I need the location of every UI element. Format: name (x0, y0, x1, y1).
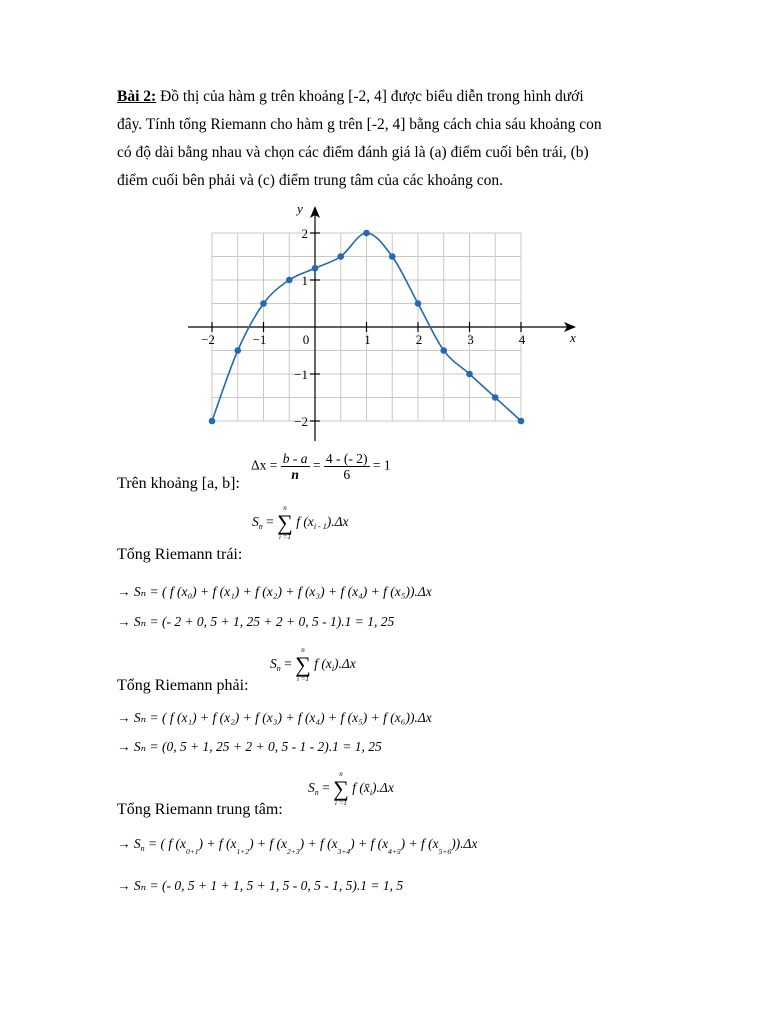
sum-body-sub: i (331, 664, 335, 674)
interval-label: Trên khoảng [a, b]: (117, 475, 240, 492)
problem-line-4: điểm cuối bên phải và (c) điểm trung tâm của các khoảng con. (117, 172, 504, 189)
sigma-symbol: n ∑ i =1 (277, 504, 293, 541)
curve-point (518, 418, 525, 425)
x-tick-label: 2 (415, 332, 423, 347)
right-sum-line-1: → Sₙ = ( f (x₁) + f (x₂) + f (x₃) + f (x₄) + f (x₅) + f (x₆)).Δx (117, 710, 432, 725)
sum-s: S (252, 514, 259, 530)
left-sum-line-1: → Sₙ = ( f (x₀) + f (x₁) + f (x₂) + f (x₃) + f (x₄) + f (x₅)).Δx (117, 584, 432, 599)
sum-s-sub: n (314, 788, 319, 798)
curve-point (260, 300, 267, 307)
y-axis-label: y (297, 201, 303, 216)
sigma-symbol: n ∑ i =1 (333, 770, 349, 807)
sigma-symbol: n ∑ i =1 (295, 646, 311, 683)
x-tick-label: 4 (518, 332, 526, 347)
sum-body-sub: i (369, 788, 373, 798)
sum-s-sub: n (276, 664, 281, 674)
x-tick-label: 1 (364, 332, 371, 347)
sum-body-tail: ).Δx (372, 780, 394, 796)
dx-result: = 1 (372, 457, 391, 473)
sum-s: S (308, 780, 315, 796)
curve-point (337, 253, 344, 260)
curve-point (466, 371, 473, 378)
mid-arg-2: 2+3 (287, 847, 300, 856)
problem-line-3: có độ dài bằng nhau và chọn các điểm đánh giá là (a) điểm cuối bên trái, (b) (117, 144, 589, 161)
right-sum-line-2: → Sₙ = (0, 5 + 1, 25 + 2 + 0, 5 - 1 - 2).1 = 1, 25 (117, 739, 382, 754)
curve-point (234, 347, 241, 354)
curve-point (492, 394, 499, 401)
sigma-top: n (283, 504, 287, 512)
dx-denominator: n (291, 467, 299, 482)
right-sum-formula: $S_n$ = n ∑ i =1 f $(x_i).\Delta x$ (270, 646, 356, 683)
right-sum-heading: Tổng Riemann phải: (117, 677, 249, 694)
mid-arg-1: 1+2 (236, 847, 250, 856)
sigma-top: n (301, 646, 305, 654)
left-sum-formula: $S_n$ = n ∑ i =1 f $(x_{i - 1}).\Delta x$ (252, 504, 349, 541)
sum-body: f (x (296, 514, 314, 530)
problem-statement (117, 83, 677, 195)
x-tick-label: −2 (201, 332, 215, 347)
x-tick-label: 3 (467, 332, 474, 347)
curve-point (415, 300, 422, 307)
y-tick-label: −2 (294, 414, 308, 429)
graph-axes (188, 206, 576, 441)
mid-sum-formula: $S_n$ = n ∑ i =1 f $(x̄_i).\Delta x$ (308, 770, 394, 807)
y-tick-label: 1 (301, 273, 308, 288)
y-tick-label: 2 (301, 226, 308, 241)
curve-point (312, 265, 319, 272)
dx-fraction-2 (324, 451, 370, 482)
delta-x-formula (251, 451, 391, 482)
sum-body-sub: i - 1 (313, 522, 327, 532)
sum-body-tail: ).Δx (334, 656, 356, 672)
problem-line-2: đây. Tính tổng Riemann cho hàm g trên [-2, 4] bằng cách chia sáu khoảng con (117, 116, 602, 133)
problem-label: Bài 2: (117, 88, 157, 105)
mid-arg-0: 0+1 (185, 847, 199, 856)
problem-line-1: Đồ thị của hàm g trên khoảng [-2, 4] được biểu diễn trong hình dưới (156, 88, 584, 105)
curve-point (363, 230, 370, 237)
mid-sum-line-2: → Sₙ = (- 0, 5 + 1 + 1, 5 + 1, 5 - 0, 5 - 1, 5).1 = 1, 5 (117, 878, 404, 893)
dx-fraction-1 (281, 451, 310, 482)
sigma-bottom: i =1 (297, 675, 309, 683)
x-tick-label: −1 (252, 332, 267, 347)
left-sum-heading: Tổng Riemann trái: (117, 546, 243, 563)
sum-body: f (x (314, 656, 332, 672)
sigma-bottom: i =1 (335, 799, 347, 807)
sum-body: f (x̄ (352, 780, 370, 796)
mid-arg-5: 5+6 (438, 847, 452, 856)
mid-sum-line-1: → $S_n$ = ( f $(x_{0+1}) + f$ $(x_{1+2}) + f$ $(x_{2+3}) + f$ $(x_{3+4}) + f$ $(x_{4+5}) + f$ $(x_{5+6})).\Delta x$ (117, 836, 478, 856)
sum-body-tail: ).Δx (326, 514, 349, 530)
dx-numerator-2: 4 - (- 2) (325, 451, 368, 466)
curve-point (440, 347, 447, 354)
dx-equals: = (312, 457, 321, 473)
left-sum-line-2: → Sₙ = (- 2 + 0, 5 + 1, 25 + 2 + 0, 5 - 1).1 = 1, 25 (117, 614, 395, 629)
curve-point (389, 253, 396, 260)
curve-point (209, 418, 216, 425)
y-tick-label: −1 (294, 367, 308, 382)
mid-arg-3: 3+4 (337, 847, 351, 856)
mid-arg-4: 4+5 (388, 847, 401, 856)
x-axis-label: x (570, 330, 576, 345)
dx-denominator-2: 6 (343, 467, 351, 482)
dx-lhs: Δx = (251, 457, 278, 473)
mid-sum-heading: Tổng Riemann trung tâm: (117, 801, 283, 818)
dx-numerator: b - a (282, 451, 308, 466)
sum-s: S (270, 656, 277, 672)
sum-s-sub: n (258, 522, 263, 532)
sigma-bottom: i =1 (279, 533, 291, 541)
x-tick-label: 0 (302, 332, 310, 347)
function-graph (186, 196, 586, 446)
sigma-top: n (339, 770, 343, 778)
curve-point (286, 277, 293, 284)
